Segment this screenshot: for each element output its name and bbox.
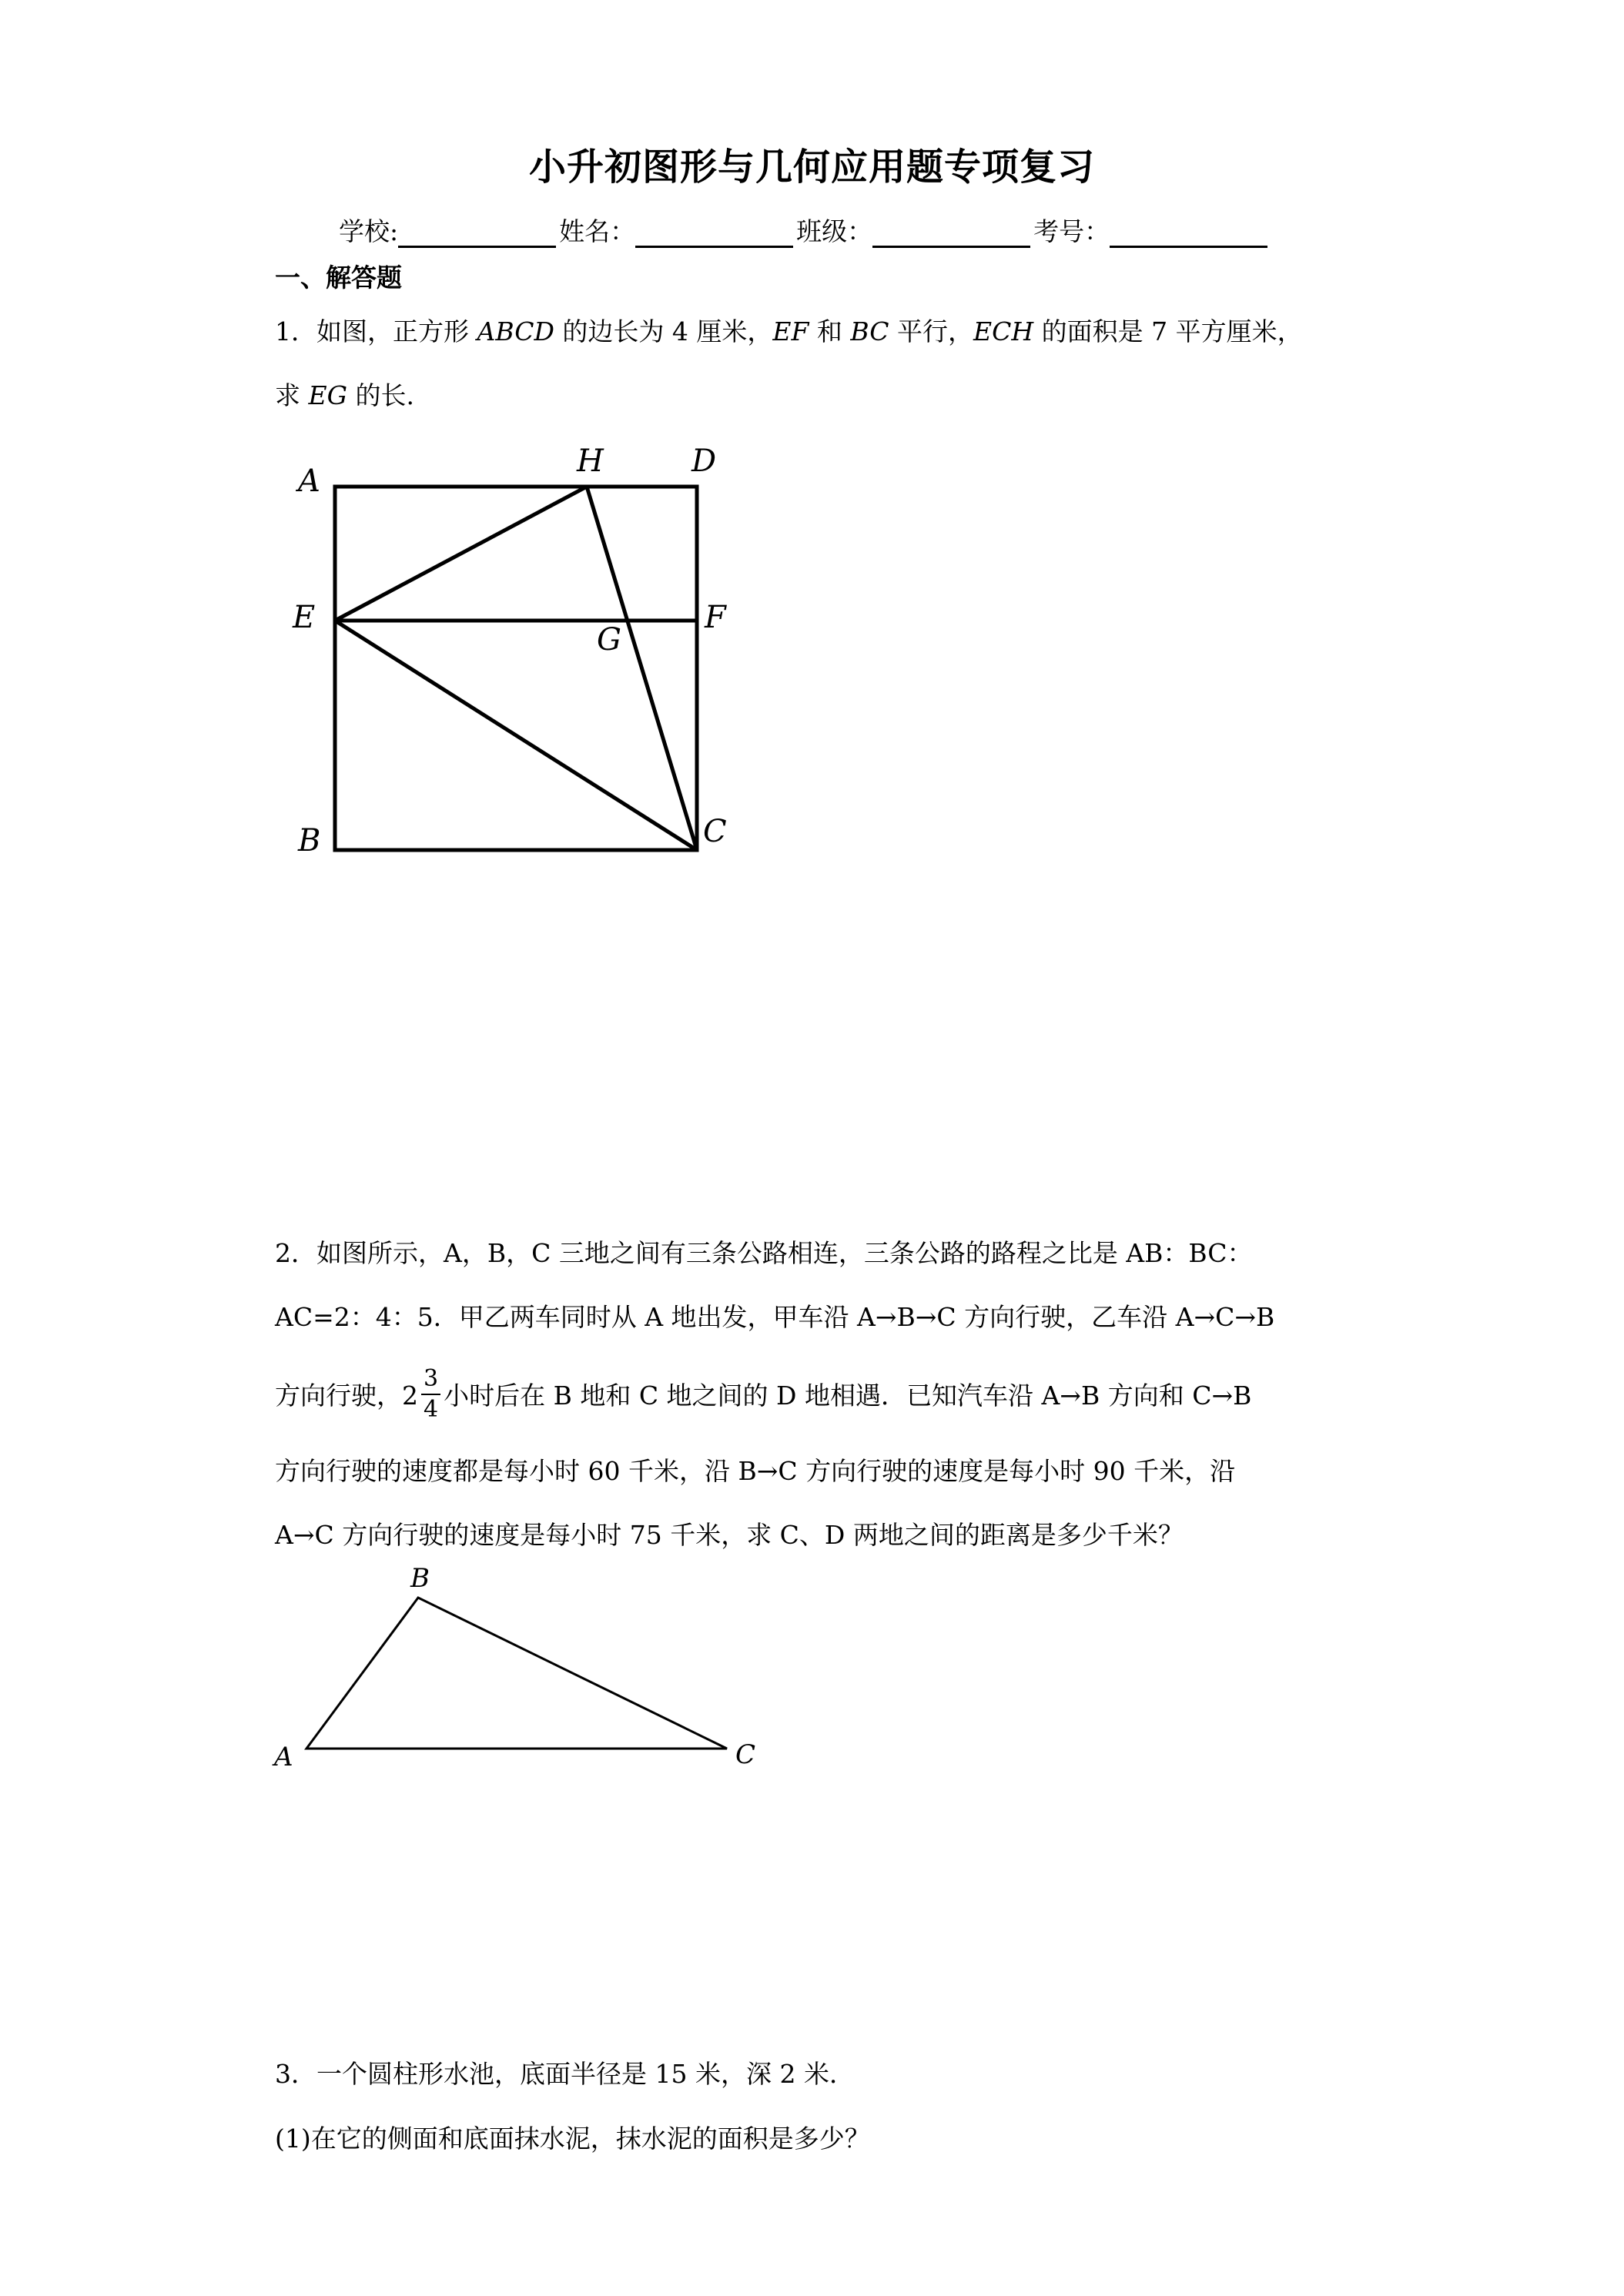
section-heading: 一、解答题 bbox=[275, 263, 402, 293]
segment-eh bbox=[335, 487, 587, 621]
q2-line-1: 2．如图所示，A，B，C 三地之间有三条公路相连，三条公路的路程之比是 AB：BC： bbox=[275, 1238, 1253, 1268]
q3-line-1: 3．一个圆柱形水池，底面半径是 15 米，深 2 米． bbox=[275, 2059, 855, 2089]
school-label: 学校: bbox=[339, 216, 399, 246]
triangle-abc bbox=[306, 1598, 727, 1749]
segment-hc bbox=[587, 487, 697, 850]
q1-line-2 bbox=[275, 376, 414, 412]
q1-math-ef: EF bbox=[772, 316, 809, 346]
q1-line-1 bbox=[275, 312, 1303, 348]
q1-text: 求 bbox=[275, 380, 309, 410]
label-h: H bbox=[577, 443, 604, 479]
q2-text: 小时后在 B 地和 C 地之间的 D 地相遇．已知汽车沿 A→B 方向和 C→B bbox=[444, 1381, 1252, 1411]
q1-text: 1．如图，正方形 bbox=[275, 316, 477, 346]
label-g: G bbox=[597, 622, 621, 658]
exam-number-blank[interactable] bbox=[1110, 223, 1267, 248]
q2-text: 方向行驶， bbox=[275, 1381, 402, 1411]
q2-line-4: 方向行驶的速度都是每小时 60 千米，沿 B→C 方向行驶的速度是每小时 90 千米，沿 bbox=[275, 1456, 1236, 1486]
q2-triangle-figure bbox=[262, 1555, 785, 1786]
q1-text: 的面积是 7 平方厘米， bbox=[1033, 316, 1303, 346]
label-e: E bbox=[293, 600, 316, 635]
q1-text: 的边长为 4 厘米， bbox=[554, 316, 773, 346]
q2-line-2: AC=2：4：5．甲乙两车同时从 A 地出发，甲车沿 A→B→C 方向行驶，乙车沿 A→C→B bbox=[275, 1302, 1275, 1332]
school-blank[interactable] bbox=[398, 223, 556, 248]
segment-ec bbox=[335, 621, 697, 850]
mixed-number-whole: 2 bbox=[402, 1381, 418, 1411]
document-title: 小升初图形与几何应用题专项复习 bbox=[528, 146, 1095, 189]
q3-line-2: (1)在它的侧面和底面抹水泥，抹水泥的面积是多少？ bbox=[275, 2124, 870, 2154]
q2-line-3 bbox=[275, 1365, 1252, 1424]
exam-number-label: 考号： bbox=[1033, 216, 1110, 246]
label-c: C bbox=[735, 1739, 756, 1770]
fraction-denominator: 4 bbox=[424, 1396, 439, 1423]
class-blank[interactable] bbox=[872, 223, 1030, 248]
q1-square-figure bbox=[277, 431, 755, 862]
label-a: A bbox=[298, 464, 320, 499]
name-blank[interactable] bbox=[635, 223, 793, 248]
q1-math-eg: EG bbox=[308, 380, 347, 410]
q1-text: 的长. bbox=[347, 380, 414, 410]
label-b: B bbox=[298, 823, 321, 858]
student-info-line bbox=[339, 212, 1271, 248]
label-f: F bbox=[705, 600, 726, 635]
q1-math-abcd: ABCD bbox=[477, 316, 554, 346]
q1-math-ech: ECH bbox=[973, 316, 1034, 346]
name-label: 姓名： bbox=[559, 216, 636, 246]
q1-math-bc: BC bbox=[850, 316, 889, 346]
class-label: 班级： bbox=[796, 216, 873, 246]
q1-text: 和 bbox=[809, 316, 851, 346]
fraction-numerator: 3 bbox=[421, 1367, 440, 1395]
mixed-number-fraction bbox=[421, 1367, 440, 1421]
label-a: A bbox=[274, 1742, 293, 1772]
label-b: B bbox=[410, 1563, 430, 1594]
q2-line-5: A→C 方向行驶的速度是每小时 75 千米，求 C、D 两地之间的距离是多少千米？ bbox=[275, 1520, 1184, 1550]
label-d: D bbox=[691, 443, 717, 479]
q1-text: 平行， bbox=[889, 316, 973, 346]
label-c: C bbox=[703, 814, 727, 849]
